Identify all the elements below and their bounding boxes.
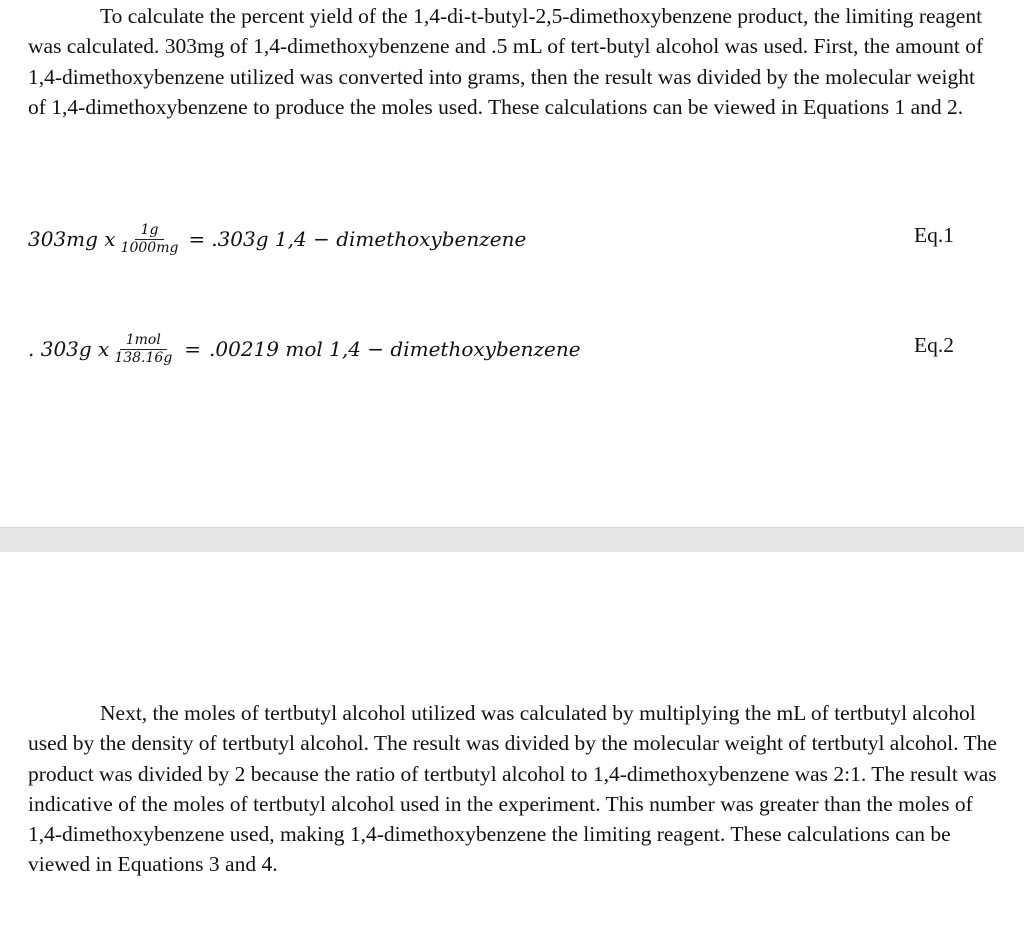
equation-1-numerator: 1g: [135, 222, 165, 240]
equation-2-numerator: 1mol: [120, 332, 167, 350]
equation-1-lhs: 303mg x: [28, 227, 116, 251]
paragraph-text: To calculate the percent yield of the 1,4-di-t-butyl-2,5-dimethoxybenzene product, the limiting reagent was calculated. 303mg of 1,4-dimethoxybenzene and .5 mL of tert-butyl alcohol was used. First, the amount of 1,4-dimethoxybenzene utilized was converted into grams, then the result was divided by the molecular weight of 1,4-dimethoxybenzene to produce the moles used. These calculations can be viewed in Equations 1 and 2.: [28, 4, 984, 119]
equation-2-rhs: .00219 mol 1,4 − dimethoxybenzene: [209, 337, 581, 361]
equation-1-label: Eq.1: [913, 223, 954, 247]
equation-2-denominator: 138.16g: [114, 349, 173, 366]
paragraph-limiting-reagent-intro: [28, 1, 998, 122]
equation-2-expression: [28, 320, 581, 378]
equation-2-fraction: [112, 332, 174, 367]
equation-1-equals: =: [188, 227, 206, 251]
equation-1-denominator: 1000mg: [120, 239, 179, 256]
equation-1: [28, 210, 1024, 270]
page-break-divider: [0, 527, 1024, 552]
equation-2-lhs: . 303g x: [28, 337, 110, 361]
paragraph-tertbutyl-moles: [28, 698, 998, 880]
equation-2: [28, 320, 1024, 380]
equation-2-label: Eq.2: [913, 333, 954, 357]
equation-1-fraction: [119, 222, 181, 257]
equation-1-expression: [28, 210, 526, 268]
paragraph-text: Next, the moles of tertbutyl alcohol utilized was calculated by multiplying the mL of tertbutyl alcohol used by the density of tertbutyl alcohol. The result was divided by the molecular weight of tertbutyl alcohol. The product was divided by 2 because the ratio of tertbutyl alcohol to 1,4-dimethoxybenzene was 2:1. The result was indicative of the moles of tertbutyl alcohol used in the experiment. This number was greater than the moles of 1,4-dimethoxybenzene used, making 1,4-dimethoxybenzene the limiting reagent. These calculations can be viewed in Equations 3 and 4.: [28, 701, 997, 877]
equation-2-equals: =: [184, 337, 202, 361]
equation-1-rhs: .303g 1,4 − dimethoxybenzene: [211, 227, 527, 251]
